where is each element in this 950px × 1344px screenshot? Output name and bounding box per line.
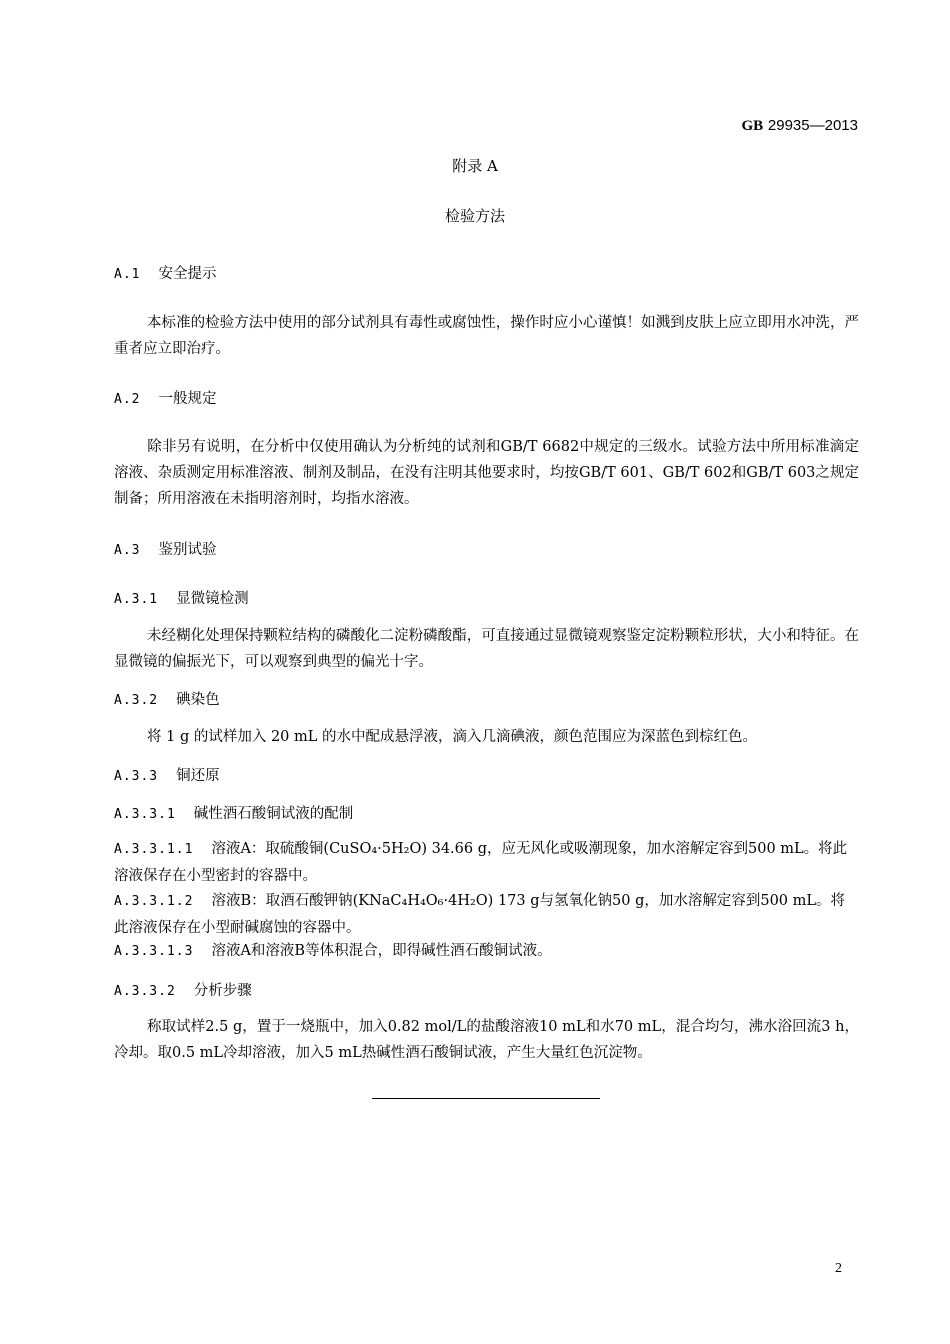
paragraph-analysis — [114, 1014, 859, 1066]
section-code: A.1 — [114, 267, 141, 282]
annex-subtitle: 检验方法 — [444, 207, 505, 225]
section-code: A.3.3 — [114, 769, 159, 784]
item-code: A.3.3.1.1 — [114, 842, 194, 857]
paragraph-iodine — [114, 724, 859, 750]
item-text: 溶液A：取硫酸铜(CuSO₄·5H₂O) 34.66 g，应无风化或吸潮现象，加水溶解定容到500 mL。将此溶液保存在小型密封的容器中。 — [114, 841, 848, 884]
end-divider — [372, 1098, 600, 1099]
standard-number — [741, 116, 858, 135]
section-title: 碱性酒石酸铜试液的配制 — [193, 806, 354, 822]
section-title: 分析步骤 — [193, 983, 252, 999]
item-code: A.3.3.1.3 — [114, 944, 194, 959]
item-text: 溶液A和溶液B等体积混合，即得碱性酒石酸铜试液。 — [211, 943, 552, 959]
standard-prefix: GB — [741, 118, 764, 134]
section-heading-a3 — [114, 538, 216, 559]
section-title: 显微镜检测 — [176, 591, 249, 607]
page-number: 2 — [835, 1261, 842, 1276]
item-text: 溶液B：取酒石酸钾钠(KNaC₄H₄O₆·4H₂O) 173 g与氢氧化钠50 g，加水溶解定容到500 mL。将此溶液保存在小型耐碱腐蚀的容器中。 — [114, 893, 846, 936]
section-code: A.3.2 — [114, 693, 159, 708]
item-a3312 — [114, 888, 859, 941]
paragraph-text: 称取试样2.5 g，置于一烧瓶中，加入0.82 mol/L的盐酸溶液10 mL和水70 mL，混合均匀，沸水浴回流3 h，冷却。取0.5 mL冷却溶液，加入5 mL热碱性酒石酸铜试液，产生大量红色沉淀物。 — [114, 1019, 859, 1061]
paragraph-text: 将 1 g 的试样加入 20 mL 的水中配成悬浮液，滴入几滴碘液，颜色范围应为深蓝色到棕红色。 — [147, 729, 757, 745]
section-code: A.2 — [114, 392, 141, 407]
section-heading-a1 — [114, 262, 216, 283]
paragraph-safety — [114, 310, 859, 362]
section-title: 安全提示 — [158, 266, 217, 282]
section-heading-a32 — [114, 688, 220, 709]
section-code: A.3.1 — [114, 592, 159, 607]
section-heading-a2 — [114, 387, 216, 408]
section-title: 鉴别试验 — [158, 542, 217, 558]
annex-title: 附录 A — [452, 157, 498, 175]
paragraph-text: 本标准的检验方法中使用的部分试剂具有毒性或腐蚀性，操作时应小心谨慎！如溅到皮肤上应立即用水冲洗，严重者应立即治疗。 — [114, 315, 859, 357]
section-heading-a31 — [114, 587, 249, 608]
section-code: A.3 — [114, 543, 141, 558]
section-heading-a331 — [114, 802, 353, 823]
section-title: 碘染色 — [176, 692, 220, 708]
item-code: A.3.3.1.2 — [114, 894, 194, 909]
section-heading-a33 — [114, 764, 220, 785]
section-heading-a332 — [114, 979, 252, 1000]
section-code: A.3.3.2 — [114, 984, 176, 999]
section-title: 铜还原 — [176, 768, 220, 784]
item-a3313 — [114, 938, 859, 965]
paragraph-microscope — [114, 623, 859, 675]
paragraph-text: 除非另有说明，在分析中仅使用确认为分析纯的试剂和GB/T 6682中规定的三级水。试验方法中所用标准滴定溶液、杂质测定用标准溶液、制剂及制品，在没有注明其他要求时，均按GB/T 601、GB/T 602和GB/T 603之规定制备；所用溶液在未指明溶剂时，均指水溶液。 — [114, 439, 859, 507]
section-code: A.3.3.1 — [114, 807, 176, 822]
item-a3311 — [114, 836, 859, 889]
paragraph-text: 未经糊化处理保持颗粒结构的磷酸化二淀粉磷酸酯，可直接通过显微镜观察鉴定淀粉颗粒形状，大小和特征。在显微镜的偏振光下，可以观察到典型的偏光十字。 — [114, 628, 859, 670]
section-title: 一般规定 — [158, 391, 217, 407]
paragraph-general — [114, 434, 859, 512]
standard-code: 29935—2013 — [767, 117, 858, 134]
